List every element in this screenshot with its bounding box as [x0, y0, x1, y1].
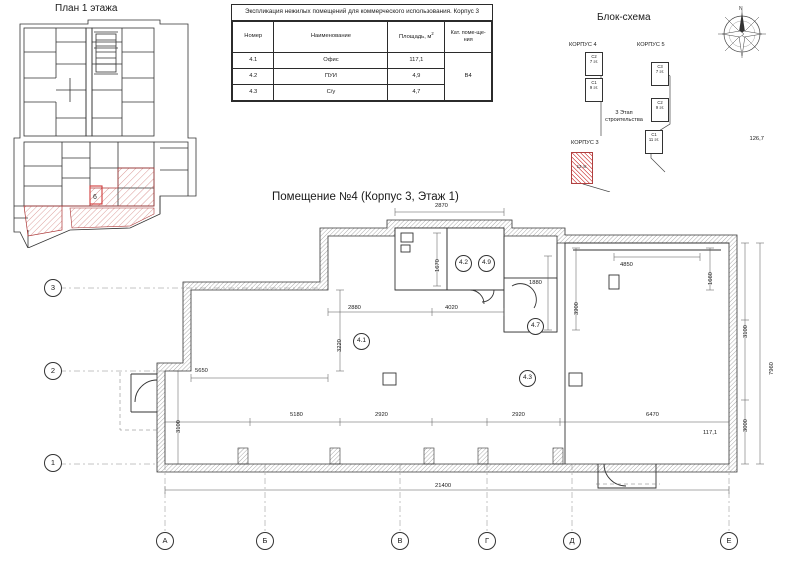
blockscheme-block-floors: 9 эт. [655, 104, 665, 110]
room-tag-47: 4.7 [527, 318, 544, 335]
blockscheme-block-c1-korpus5 [645, 130, 663, 154]
cell-number: 4.3 [233, 84, 274, 100]
blockscheme-block-name: С2 [591, 54, 597, 59]
dim-3100-left: 3100 [176, 420, 182, 433]
axis-marker-d: Д [563, 532, 581, 550]
cell-name: Офис [274, 52, 388, 68]
blockscheme-block-c3-korpus5 [651, 62, 669, 86]
compass-rose-icon [712, 2, 772, 62]
blockscheme-block-name: С2 [657, 100, 663, 105]
axis-marker-3: 3 [44, 279, 62, 297]
main-floorplan-svg [0, 200, 800, 565]
dim-5180: 5180 [290, 412, 303, 418]
room-tag-41: 4.1 [353, 333, 370, 350]
dim-6470: 6470 [646, 412, 659, 418]
col-header-category: Кат. поме-ще-ния [445, 21, 492, 52]
dim-3900: 3900 [574, 302, 580, 315]
table-row [233, 52, 492, 68]
main-floorplan [0, 200, 800, 565]
page-title-blockscheme: Блок-схема [597, 12, 651, 23]
axis-marker-a: А [156, 532, 174, 550]
cell-category: В4 [445, 52, 492, 100]
cell-number: 4.1 [233, 52, 274, 68]
cell-area: 4,7 [388, 84, 445, 100]
blockscheme-block-floors: 11 эт. [648, 136, 660, 142]
exposition-total-area: 126,7 [749, 136, 764, 142]
dim-1670: 1670 [435, 259, 441, 272]
axis-marker-g: Г [478, 532, 496, 550]
page-title-floorplan: План 1 этажа [55, 3, 118, 14]
col-header-name: Наименование [274, 21, 388, 52]
blockscheme-block-floors: 9 эт. [589, 84, 599, 90]
axis-marker-2: 2 [44, 362, 62, 380]
blockscheme-block-name: С1 [591, 80, 597, 85]
cell-name: С/у [274, 84, 388, 100]
dim-5650: 5650 [195, 368, 208, 374]
blockscheme-stage-line2: строительства [605, 117, 643, 124]
compass-rose-svg [712, 2, 772, 62]
axis-marker-e: Е [720, 532, 738, 550]
axis-marker-1: 1 [44, 454, 62, 472]
dim-4020: 4020 [445, 305, 458, 311]
blockscheme-stage-line1: 3 Этап [615, 110, 633, 116]
cell-name: ПУИ [274, 68, 388, 84]
dim-4850: 4850 [620, 262, 633, 268]
blockscheme-block-name: С1 [651, 132, 657, 137]
blockscheme-block-c2-korpus4 [585, 52, 603, 76]
blockscheme-block-current-korpus3 [571, 152, 593, 184]
table-header-row [233, 21, 492, 52]
cell-number: 4.2 [233, 68, 274, 84]
blockscheme-block-c1-korpus4 [585, 78, 603, 102]
room-tag-43: 4.3 [519, 370, 536, 387]
svg-text:6: 6 [93, 194, 97, 201]
col-header-area: Площадь, $м^2$ [388, 21, 445, 52]
col-header-number: Номер [233, 21, 274, 52]
blockscheme-label-korpus3: КОРПУС 3 [571, 140, 599, 146]
axis-marker-v: В [391, 532, 409, 550]
compass-north-label: N [739, 6, 743, 12]
blockscheme-stage-caption [593, 110, 655, 125]
exposition-table-title: Экспликация нежилых помещений для коммерческого использования. Корпус 3 [232, 5, 492, 21]
exposition-table-grid [232, 21, 492, 101]
dim-area-1171: 117,1 [703, 430, 718, 436]
dim-2920-b: 2920 [512, 412, 525, 418]
blockscheme-label-korpus4: КОРПУС 4 [569, 42, 597, 48]
col-header-area-sup: 2 [431, 31, 434, 37]
blockscheme-block-floors: 7 эт. [655, 68, 665, 74]
dim-top-2870: 2870 [435, 203, 448, 209]
block-scheme [555, 32, 690, 192]
blockscheme-block-floors: 12 эт. [576, 164, 588, 169]
dim-bottom-21400: 21400 [435, 483, 452, 489]
dim-7960: 7960 [769, 362, 775, 375]
dim-3220: 3220 [337, 339, 343, 352]
dim-1880: 1880 [529, 280, 542, 286]
blockscheme-block-name: С3 [657, 64, 663, 69]
room-tag-49: 4.9 [478, 255, 495, 272]
room-tag-42: 4.2 [455, 255, 472, 272]
dim-1660: 1660 [708, 272, 714, 285]
blockscheme-block-floors: 7 эт. [589, 58, 599, 64]
dim-3000: 3000 [743, 419, 749, 432]
dim-3100-right: 3100 [743, 325, 749, 338]
page-title-room: Помещение №4 (Корпус 3, Этаж 1) [272, 191, 459, 203]
dim-2880: 2880 [348, 305, 361, 311]
exposition-table [231, 4, 493, 102]
dim-2920-a: 2920 [375, 412, 388, 418]
cell-area: 117,1 [388, 52, 445, 68]
axis-marker-b: Б [256, 532, 274, 550]
cell-area: 4,9 [388, 68, 445, 84]
blockscheme-label-korpus5: КОРПУС 5 [637, 42, 665, 48]
